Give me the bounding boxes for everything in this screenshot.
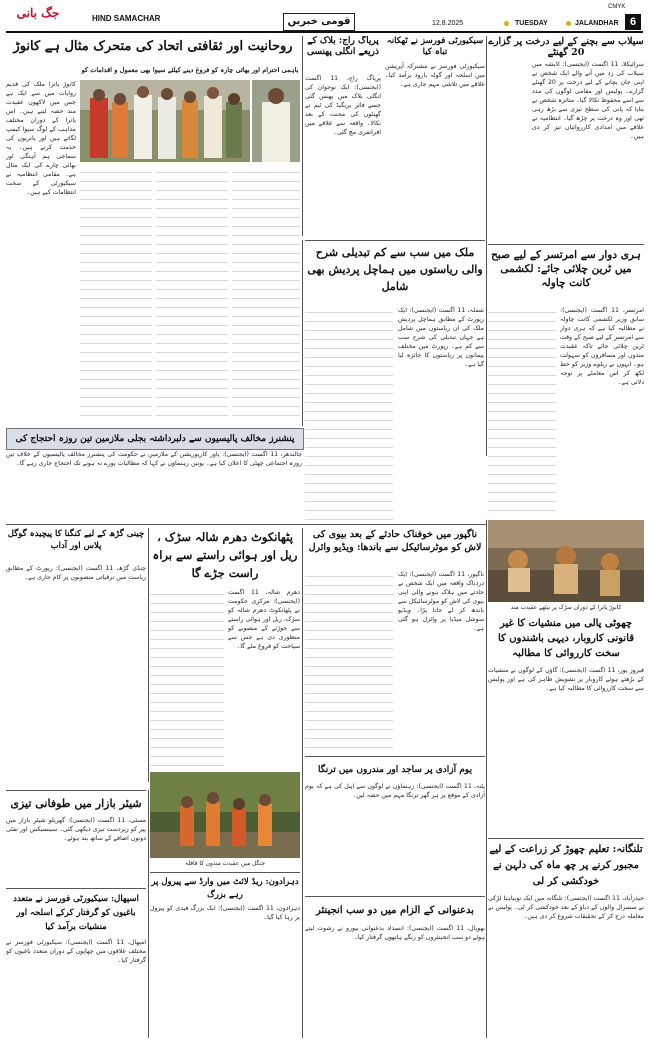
section-rule <box>6 888 146 889</box>
article-prayagraj <box>305 36 381 72</box>
body-ruhaniyat-col2 <box>80 166 152 424</box>
article-train <box>488 248 644 304</box>
column-rule <box>302 36 303 236</box>
headline-ruhaniyat: روحانیت اور ثقافتی اتحاد کی متحرک مثال ہے کانوڑ <box>13 39 293 54</box>
road-photo <box>488 520 644 602</box>
headline-nagpur: ناگپور میں خوفناک حادثے کے بعد بیوی کی لاش کو موٹرسائیکل سے باندھا: ویڈیو وائرل <box>308 529 482 553</box>
section-rule <box>305 756 485 757</box>
body-nagpur: ناگپور، 11 اگست (ایجنسی): ایک دردناک واقعہ میں ایک شخص نے حادثے میں ہلاک ہونے والی اپنی بیوی کی لاش کو موٹرسائیکل سے باندھ کر لے جانا پڑا۔ ویڈیو سوشل میڈیا پر وائرل ہو گئی ہے۔ <box>398 571 484 632</box>
article-security <box>385 36 485 60</box>
article-assam <box>6 892 146 936</box>
section-rule <box>305 240 485 241</box>
section-rule <box>6 524 486 525</box>
headline-highway: پٹھانکوٹ دھرم شالہ سڑک ، ریل اور ہوائی راستے سے براہ راست جڑے گا <box>152 530 298 580</box>
body-nagpur-col2 <box>305 570 393 750</box>
section-rule <box>305 896 485 897</box>
road-photo-image <box>488 520 644 602</box>
headline-dehradun: دہرادون: ریڈ لائٹ میں وارڈ سے پیرول پر رہے بزرگ <box>151 877 299 900</box>
body-ruhaniyat-col1: کانوڑ یاترا ملک کی قدیم روایات میں سے ایک ہے جس میں لاکھوں عقیدت مند حصہ لیتے ہیں۔ اس یاترا کے دوران مختلف مذاہب کے لوگ سیوا کیمپ لگاتے ہیں اور یاتریوں کی خدمت کرتے ہیں۔ یہ سماجی ہم آہنگی اور بھائی چارے کی ایک مثال ہے۔ مقامی انتظامیہ نے سیکیورٹی کے سخت انتظامات کیے ہیں۔ <box>6 81 76 196</box>
section-title: قومی خبریں <box>283 13 355 31</box>
body-changes: شملہ، 11 اگست (ایجنسی): ایک رپورٹ کے مطابق ہماچل پردیش ملک کی ان ریاستوں میں شامل ہے جہاں تبدیلی کی شرح سب سے کم ہے۔ رپورٹ میں مختلف پیمانوں پر ریاستوں کا جائزہ لیا گیا ہے۔ <box>398 307 484 368</box>
page-number: 6 <box>625 14 641 30</box>
kanwar-photo-image <box>80 80 250 162</box>
body-telangana: حیدرآباد، 11 اگست (ایجنسی): تلنگانہ میں ایک نوبیاہتا لڑکی نے سسرال والوں کے دباؤ کے بعد خودکشی کر لی۔ پولیس نے معاملہ درج کر کے تحقیقات شروع کر دی ہیں۔ <box>488 895 644 920</box>
body-flood: سرائیکلا، 11 اگست (ایجنسی): اڈیشہ میں سیلاب کی زد میں آنے والے ایک شخص نے اپنی جان بچانے کے لیے درخت پر 20 گھنٹے گزارے۔ پولیس اور مقامی لوگوں کی مدد سے اسے محفوظ نکالا گیا۔ متاثرہ شخص نے بتایا کہ پانی کی سطح تیزی سے بڑھ رہی تھی اور وہ درخت پر چڑھ گیا۔ انتظامیہ نے علاقے میں امدادی کارروائیاں تیز کر دی ہیں۔ <box>532 61 644 140</box>
body-train: امرتسر، 11 اگست (ایجنسی): سابق وزیر لکشمی کانت چاولہ نے مطالبہ کیا ہے کہ ہری دوار سے امرتسر کے لیے صبح کے وقت ٹرین چلائی جائے تاکہ عقیدت مندوں اور مسافروں کو سہولت ہو۔ انہوں نے ریلوے وزیر کو خط لکھ کر اس معاملے پر توجہ دلائی ہے۔ <box>560 307 644 386</box>
edition-date: 12.8.2025 <box>432 20 464 27</box>
body-highway: دھرم شالہ، 11 اگست (ایجنسی): مرکزی حکومت نے پٹھانکوٹ دھرم شالہ کو سڑک، ریل اور ہوائی راستے سے جوڑنے کے منصوبے کو منظوری دی ہے جس سے سیاحت کو فروغ ملے گا۔ <box>228 589 300 650</box>
headline-assam: اسپھال: سیکیورٹی فورسز نے متعدد باغیوں کو گرفتار کرکے اسلحہ اور منشیات برآمد کیا <box>13 894 139 932</box>
article-telangana <box>488 842 644 892</box>
newspaper-logo: جگ بانی <box>16 6 60 20</box>
body-chhapra: فیروز پور، 11 اگست (ایجنسی): گاؤں کے لوگوں نے منشیات کے بڑھتے ہوئے کاروبار پر تشویش ظاہر کی ہے اور پولیس سے سخت کارروائی کا مطالبہ کیا ہے۔ <box>488 667 644 692</box>
article-independence <box>305 760 485 780</box>
masthead-rule <box>6 31 643 33</box>
headline-ansari: بدعنوانی کے الزام میں دو سب انجینئر <box>316 905 474 916</box>
body-prayagraj: پریاگ راج، 11 اگست (ایجنسی): ایک نوجوان کی انگلی بلاک میں پھنس گئی جسے فائر بریگیڈ کی ٹیم نے گھنٹوں کی محنت کے بعد نکالا۔ واقعہ سے علاقے میں افراتفری مچ گئی۔ <box>305 75 381 136</box>
headline-chitrakoot: چینی گڑھ کے لیے کنگنا کا پیچیدہ گوگل پلاس اور آداب <box>7 529 145 551</box>
caption-forest: جنگل میں عقیدت مندوں کا قافلہ <box>184 861 266 867</box>
section-rule <box>150 872 300 873</box>
article-chitrakoot <box>6 528 146 562</box>
article-shares <box>6 794 146 814</box>
body-shares: ممبئی، 11 اگست (ایجنسی): گھریلو شیئر بازار میں پیر کو زبردست تیزی دیکھی گئی۔ سینسیکس اور نفٹی دونوں اضافے کے ساتھ بند ہوئے۔ <box>6 817 146 842</box>
section-rule <box>488 244 644 245</box>
column-rule <box>148 528 149 782</box>
body-dehradun: دہرادون، 11 اگست (ایجنسی): ایک بزرگ قیدی کو پیرول پر رہا کیا گیا۔ <box>150 905 300 921</box>
body-chitrakoot: چنڈی گڑھ، 11 اگست (ایجنسی): رپورٹ کے مطابق ریاست میں ترقیاتی منصوبوں پر کام جاری ہے۔ <box>6 565 146 581</box>
masthead <box>0 0 649 32</box>
kanwar-photo <box>80 80 250 162</box>
body-assam: امپھال، 11 اگست (ایجنسی): سیکیورٹی فورسز نے مختلف علاقوں میں چھاپوں کے دوران متعدد باغیوں کو گرفتار کیا۔ <box>6 939 146 964</box>
headline-independence: یوم آزادی پر ساجد اور مندروں میں ترنگا <box>318 765 472 775</box>
headline-prayagraj: پریاگ راج: بلاک کے ذریعے انگلی پھنسی <box>306 36 380 57</box>
headline-telangana: تلنگانہ: تعلیم چھوڑ کر زراعت کے لیے مجبور کرنے پر چھ ماہ کی دلہن نے خودکشی کر لی <box>489 844 643 887</box>
paper-name: HIND SAMACHAR <box>92 14 161 23</box>
forest-photo <box>150 772 300 858</box>
column-rule <box>302 528 303 1038</box>
body-security: سیکیورٹی فورسز نے مشترکہ آپریشن میں اسلحہ اور گولہ بارود برآمد کیا۔ علاقے میں تلاشی مہم جاری ہے۔ <box>385 63 485 88</box>
body-pension: جالندھر، 11 اگست (ایجنسی): پاور کارپوریشن کے ملازمین نے حکومت کی پنشنرز مخالف پالیسیوں کے خلاف تین روزہ اجتماعی چھٹی کا اعلان کیا ہے۔ یونین رہنماؤں نے کہا کہ مطالبات پورے نہ ہونے تک احتجاج جاری رہے گا۔ <box>6 451 302 467</box>
edition-day: TUESDAY <box>515 20 548 27</box>
column-rule <box>486 520 487 1038</box>
pension-banner <box>6 428 304 450</box>
subhead-ruhaniyat-wrap <box>80 64 300 78</box>
subhead-ruhaniyat: باہمی احترام اور بھائی چارہ کو فروغ دینے کیلئے سیوا بھی معمول و اقدامات کو <box>81 66 299 74</box>
article-dehradun <box>150 876 300 902</box>
kanwar-inset-image <box>252 80 300 162</box>
dot-icon <box>504 21 509 26</box>
headline-security: سیکیورٹی فورسز نے ٹھکانہ تباہ کیا <box>386 36 484 57</box>
headline-pension: پنشنرز مخالف پالیسیوں سے دلبرداشتہ بجلی ملازمین تین روزہ احتجاج کی <box>15 434 295 444</box>
body-ruhaniyat-col3 <box>156 166 228 424</box>
article-chhapra <box>488 616 644 664</box>
headline-flood: سیلاب سے بچنے کے لیے درخت پر گزارے 20 گھنٹے <box>488 36 644 58</box>
column-rule <box>148 790 149 1038</box>
body-changes-col2 <box>305 306 393 520</box>
cmyk-mark: CMYK <box>608 4 626 10</box>
column-rule <box>302 240 303 426</box>
article-ruhaniyat <box>6 36 300 62</box>
headline-train: ہری دوار سے امرتسر کے لیے صبح میں ٹرین چلائی جائے: لکشمی کانت چاولہ <box>491 249 641 289</box>
body-independence: پٹنہ، 11 اگست (ایجنسی): رہنماؤں نے لوگوں سے اپیل کی ہے کہ یوم آزادی کے موقع پر ہر گھر ترنگا مہم میں حصہ لیں۔ <box>305 783 485 799</box>
article-changes <box>305 244 485 304</box>
body-train-col2 <box>488 306 556 516</box>
headline-changes: ملک میں سب سے کم تبدیلی شرح والی ریاستوں میں ہماچل پردیش بھی شامل <box>307 246 483 293</box>
article-flood <box>488 36 644 58</box>
headline-shares: شیئر بازار میں طوفانی تیزی <box>10 797 142 810</box>
dot-icon <box>566 21 571 26</box>
headline-chhapra: چھوٹی پالی میں منشیات کا غیر قانونی کاروبار، دیہی باشندوں کا سخت کارروائی کا مطالبہ <box>497 618 635 659</box>
caption-road: کانوڑ یاترا کے دوران سڑک پر بیٹھے عقیدت مند <box>510 605 622 611</box>
column-rule <box>486 36 487 456</box>
body-flood-col2 <box>488 60 528 240</box>
section-rule <box>488 838 644 839</box>
body-highway-col2 <box>150 588 224 768</box>
section-rule <box>6 790 146 791</box>
article-highway <box>150 528 300 584</box>
article-nagpur <box>305 528 485 566</box>
article-ansari <box>305 900 485 922</box>
body-ruhaniyat-col4 <box>232 166 300 424</box>
body-ansari: بھوپال، 11 اگست (ایجنسی): انسداد بدعنوانی بیورو نے رشوت لیتے ہوئے دو سب انجینئروں کو رنگے ہاتھوں گرفتار کیا۔ <box>305 925 485 941</box>
kanwar-inset-photo <box>252 80 300 162</box>
edition-city: JALANDHAR <box>575 20 619 27</box>
forest-photo-image <box>150 772 300 858</box>
